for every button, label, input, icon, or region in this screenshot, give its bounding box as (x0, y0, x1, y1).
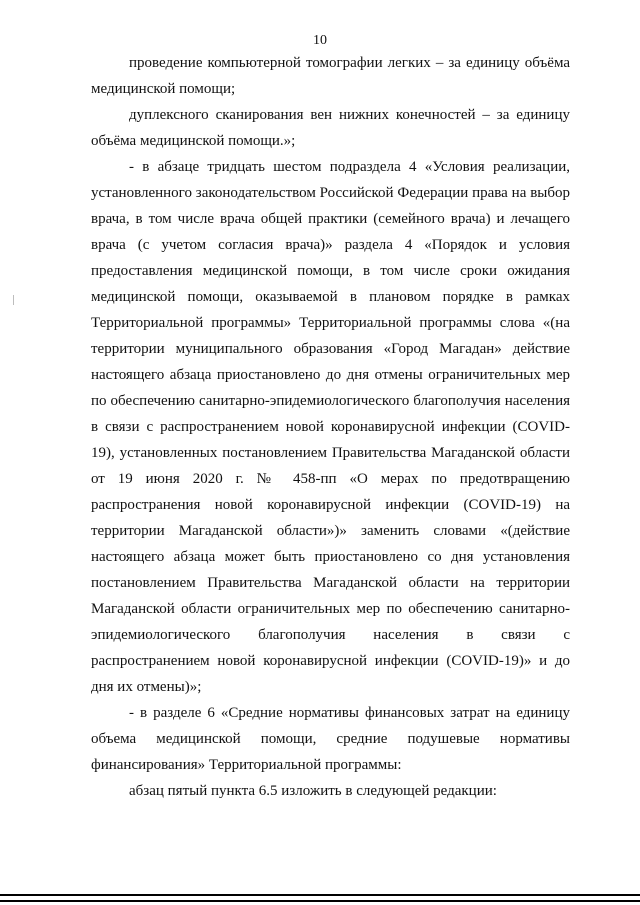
document-body (91, 50, 570, 804)
page-number: 10 (313, 33, 327, 48)
margin-mark (13, 295, 14, 305)
paragraph-4: - в разделе 6 «Средние нормативы финансовых затрат на единицу объема медицинской помощи, средние подушевые нормативы финансирования» Территориальной программы: (91, 705, 570, 773)
bottom-border-line-inner (0, 900, 640, 902)
paragraph-2: дуплексного сканирования вен нижних конечностей – за единицу объёма медицинской помощи.»; (91, 107, 570, 149)
paragraph-3: - в абзаце тридцать шестом подраздела 4 «Условия реализации, установленного законодательством Российской Федерации права на выбор врача, в том числе врача общей практики (семейного врача) и лечащего врача (с учетом согласия врача)» раздела 4 «Порядок и условия предоставления медицинской помощи, в том числе сроки ожидания медицинской помощи, оказываемой в плановом порядке в рамках Территориальной программы» Территориальной программы слова «(на территории муниципального образования «Город Магадан» действие настоящего абзаца приостановлено до дня отмены ограничительных мер по обеспечению санитарно-эпидемиологического благополучия населения в связи с распространением новой коронавирусной инфекции (COVID-19), установленных постановлением Правительства Магаданской области от 19 июня 2020 г. № 458-пп «О мерах по предотвращению распространения новой коронавирусной инфекции (COVID-19) на территории Магаданской области»)» заменить словами «(действие настоящего абзаца может быть приостановлено со дня установления постановлением Правительства Магаданской области на территории Магаданской области ограничительных мер по обеспечению санитарно-эпидемиологического благополучия населения в связи с распространением новой коронавирусной инфекции (COVID-19)» и до дня их отмены)»; (91, 159, 570, 695)
bottom-border-line (0, 894, 640, 896)
paragraph-1: проведение компьютерной томографии легких – за единицу объёма медицинской помощи; (91, 55, 570, 97)
paragraph-5: абзац пятый пункта 6.5 изложить в следующей редакции: (129, 783, 497, 799)
